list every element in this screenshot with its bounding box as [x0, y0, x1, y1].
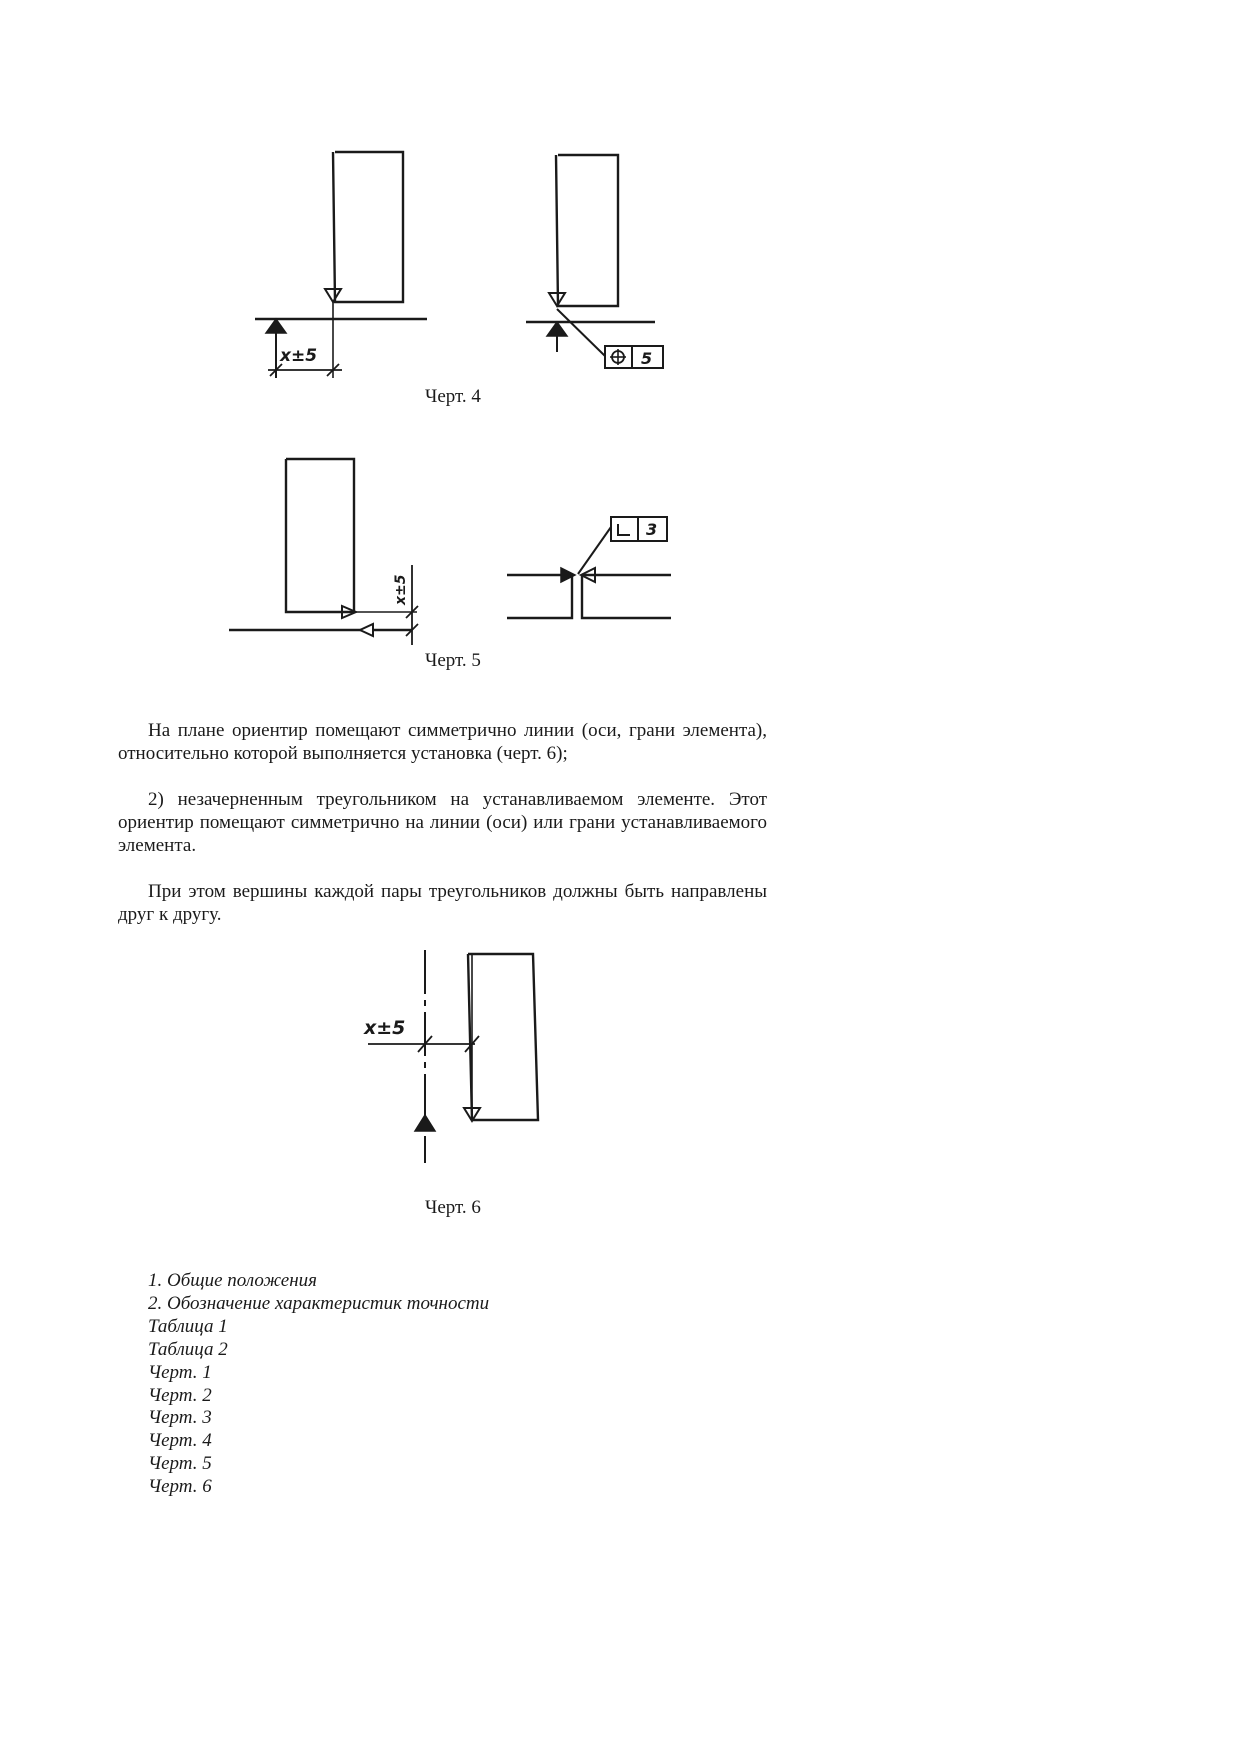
- toc-item[interactable]: Черт. 6: [148, 1476, 212, 1498]
- toc-item[interactable]: Черт. 3: [148, 1407, 212, 1429]
- toc-item[interactable]: Черт. 5: [148, 1453, 212, 1475]
- toc-item[interactable]: Черт. 4: [148, 1430, 212, 1452]
- toc-item[interactable]: 1. Общие положения: [148, 1270, 317, 1291]
- fig5-left-element: [286, 459, 354, 612]
- fig4-right-solid-triangle: [547, 322, 567, 336]
- fig6-dimension-label: x±5: [364, 1017, 406, 1039]
- figure-6-drawing: [360, 948, 560, 1170]
- toc-item[interactable]: Черт. 2: [148, 1384, 212, 1406]
- fig5-perpendicularity-symbol: [618, 524, 630, 535]
- fig5-frame-value: 3: [646, 520, 658, 539]
- fig5-leader-line: [578, 527, 611, 574]
- figure-6-caption: Черт. 6: [425, 1197, 481, 1218]
- paragraph-orientation-plan: На плане ориентир помещают симметрично линии (оси, грани элемента), относительно которой выполняется установка (черт. 6);: [118, 720, 767, 764]
- figure-4-caption: Черт. 4: [425, 386, 481, 407]
- fig5-dimension-label: x±5: [393, 574, 409, 605]
- figure-5-drawing: [225, 455, 675, 650]
- fig4-dimension-label: x±5: [280, 346, 318, 366]
- fig4-left-solid-triangle: [266, 319, 286, 333]
- paragraph-hollow-triangle: 2) незачерненным треугольником на устанавливаемом элементе. Этот ориентир помещают симметрично на линии (оси) или грани устанавливаемого элемента.: [118, 789, 767, 856]
- toc-item[interactable]: Черт. 1: [148, 1361, 212, 1383]
- toc-list: [148, 1270, 489, 1499]
- fig4-left-hollow-triangle: [325, 289, 341, 302]
- toc-item[interactable]: 2. Обозначение характеристик точности: [148, 1292, 490, 1314]
- toc-item[interactable]: Таблица 1: [148, 1315, 228, 1337]
- fig4-left-element: [333, 152, 403, 302]
- toc-item[interactable]: Таблица 2: [148, 1338, 228, 1360]
- fig6-solid-triangle: [415, 1115, 435, 1131]
- fig4-right-element: [556, 155, 618, 306]
- fig5-base-hollow-triangle: [360, 624, 373, 636]
- figure-4-drawing: [250, 148, 670, 383]
- paragraph-triangle-vertices: При этом вершины каждой пары треугольников должны быть направлены друг к другу.: [118, 881, 767, 925]
- fig4-frame-value: 5: [641, 349, 653, 368]
- figure-5-caption: Черт. 5: [425, 650, 481, 671]
